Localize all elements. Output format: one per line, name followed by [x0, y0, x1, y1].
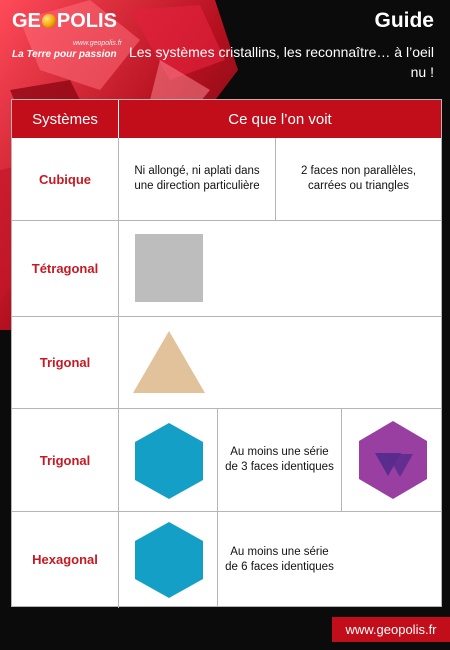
system-label-cubique: Cubique	[39, 171, 91, 187]
header-what-you-see: Ce que l’on voit	[119, 100, 441, 138]
description-hexagonal: Au moins une série de 6 faces identiques	[225, 545, 334, 573]
page-subtitle: Les systèmes cristallins, les reconnaître… à l’oeil nu !	[128, 44, 434, 80]
hexagon-icon	[133, 422, 205, 500]
logo-word-left: GE	[12, 10, 41, 32]
header-systems: Systèmes	[12, 100, 118, 138]
description-cubique-1: Ni allongé, ni aplati dans une direction particulière	[134, 165, 260, 192]
footer-url-link[interactable]: www.geopolis.fr	[332, 617, 450, 642]
system-label-tetragonal: Tétragonal	[31, 261, 99, 276]
logo-wordmark	[12, 10, 117, 33]
hexagon-icon-2	[133, 521, 205, 599]
geopolis-logo[interactable]	[12, 10, 122, 60]
page-title: Guide	[374, 9, 434, 32]
logo-url: www.geopolis.fr	[72, 40, 122, 47]
system-label-trigonal-2: Trigonal	[39, 452, 91, 468]
triangle-icon	[131, 329, 207, 395]
description-cubique-2: 2 faces non parallèles, carrées ou triangles	[300, 165, 417, 192]
square-icon	[135, 234, 203, 302]
description-trigonal: Au moins une série de 3 faces identiques	[225, 446, 334, 473]
system-label-trigonal: Trigonal	[39, 355, 91, 370]
hexagon-with-triangles-icon	[357, 420, 429, 500]
logo-word-right: POLIS	[56, 10, 117, 32]
crystal-systems-table	[11, 99, 442, 607]
system-label-hexagonal: Hexagonal	[32, 552, 98, 567]
globe-icon	[42, 14, 56, 28]
logo-tagline: La Terre pour passion	[12, 49, 117, 60]
